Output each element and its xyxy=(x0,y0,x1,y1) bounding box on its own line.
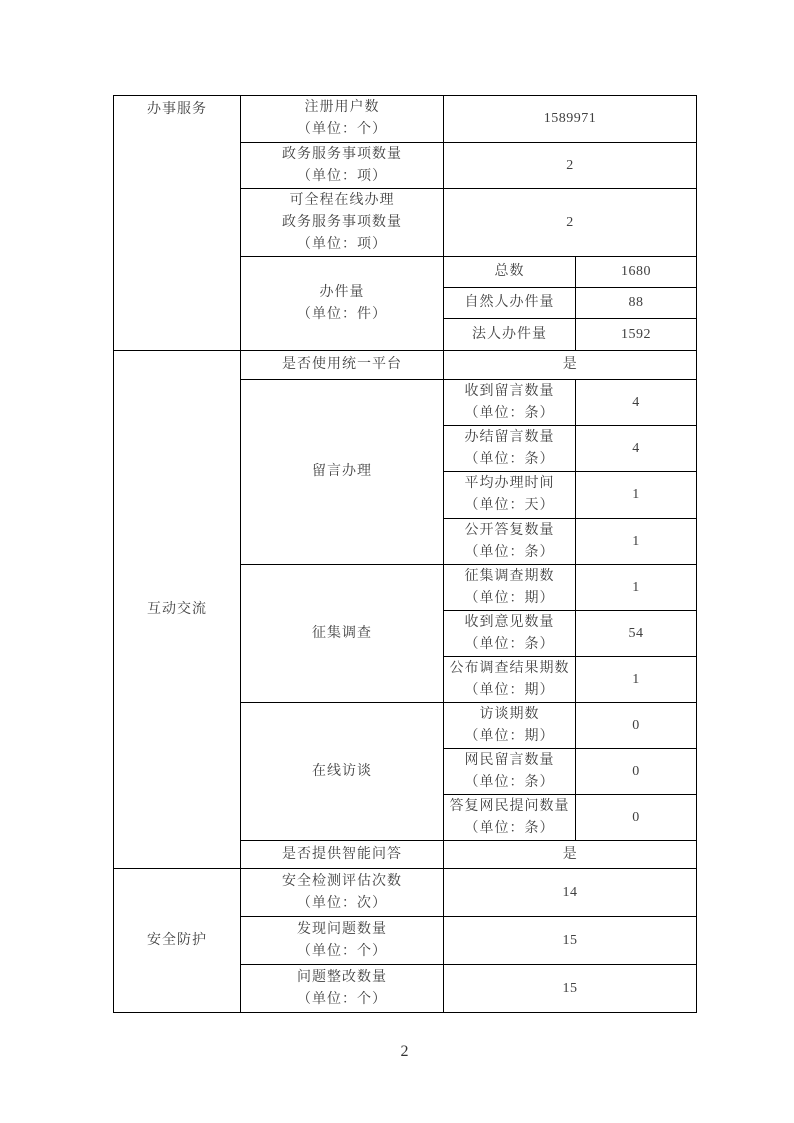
sub-item-unit: （单位：条） xyxy=(464,544,555,560)
sub-item-label: 自然人办件量 xyxy=(464,295,555,310)
sub-item-unit: （单位：天） xyxy=(464,498,555,513)
item-unit: （单位：个） xyxy=(297,943,387,959)
sub-item-cell xyxy=(444,319,576,351)
table-row xyxy=(114,869,697,917)
sub-item-label: 平均办理时间 xyxy=(464,476,555,491)
item-unit: （单位：个） xyxy=(297,991,387,1007)
sub-item-cell xyxy=(444,380,576,426)
item-label: 发现问题数量 xyxy=(297,921,387,937)
value-text: 4 xyxy=(632,440,640,456)
item-label-cell xyxy=(241,565,444,703)
sub-item-label: 公布调查结果期数 xyxy=(449,660,570,676)
category-label: 互动交流 xyxy=(147,601,207,617)
value-text: 是 xyxy=(562,357,578,372)
item-label-cell xyxy=(241,917,444,965)
sub-item-label: 答复网民提问数量 xyxy=(449,798,570,814)
value-cell xyxy=(576,749,697,795)
sub-item-cell xyxy=(444,795,576,841)
item-label-cell xyxy=(241,257,444,351)
category-label: 办事服务 xyxy=(147,102,207,117)
value-cell xyxy=(576,319,697,351)
item-label: 问题整改数量 xyxy=(297,969,387,985)
value-cell xyxy=(576,565,697,611)
sub-item-cell xyxy=(444,426,576,472)
page-number: 2 xyxy=(400,1043,409,1060)
value-text: 1 xyxy=(632,671,640,687)
item-label-cell xyxy=(241,841,444,869)
item-label-cell xyxy=(241,703,444,841)
category-cell-interaction xyxy=(114,351,241,869)
value-text: 2 xyxy=(566,214,574,230)
item-unit: （单位：个） xyxy=(297,122,387,137)
sub-item-cell xyxy=(444,288,576,319)
item-unit: （单位：项） xyxy=(297,168,387,184)
item-label: 注册用户数 xyxy=(304,100,380,115)
item-label: 在线访谈 xyxy=(312,763,372,779)
value-cell xyxy=(576,472,697,519)
sub-item-cell xyxy=(444,472,576,519)
value-cell xyxy=(444,965,697,1013)
item-label: 征集调查 xyxy=(312,625,372,641)
value-text: 2 xyxy=(566,157,574,173)
value-text: 4 xyxy=(632,394,640,410)
report-table xyxy=(113,95,697,1013)
sub-item-unit: （单位：条） xyxy=(464,405,555,421)
value-cell xyxy=(576,519,697,565)
value-cell xyxy=(576,380,697,426)
category-label: 安全防护 xyxy=(147,932,207,948)
sub-item-label: 法人办件量 xyxy=(472,326,547,342)
value-text: 0 xyxy=(632,809,640,825)
value-cell xyxy=(576,257,697,288)
value-text: 1589971 xyxy=(543,111,597,126)
sub-item-cell xyxy=(444,611,576,657)
sub-item-label: 收到留言数量 xyxy=(464,383,555,399)
item-label: 是否使用统一平台 xyxy=(282,357,402,372)
item-label-cell xyxy=(241,380,444,565)
value-cell xyxy=(576,288,697,319)
item-label: 是否提供智能问答 xyxy=(282,846,402,862)
item-unit: （单位：次） xyxy=(297,895,387,911)
value-cell xyxy=(444,189,697,257)
sub-item-cell xyxy=(444,749,576,795)
table-row xyxy=(114,96,697,143)
value-text: 15 xyxy=(562,980,578,996)
item-label-cell xyxy=(241,96,444,143)
value-text: 14 xyxy=(562,884,578,900)
value-text: 是 xyxy=(562,846,578,862)
sub-item-cell xyxy=(444,657,576,703)
sub-item-cell xyxy=(444,565,576,611)
value-cell xyxy=(444,841,697,869)
category-cell-security xyxy=(114,869,241,1013)
sub-item-unit: （单位：条） xyxy=(464,636,555,652)
value-text: 0 xyxy=(632,763,640,779)
item-label-cell xyxy=(241,965,444,1013)
value-cell xyxy=(444,917,697,965)
sub-item-cell xyxy=(444,519,576,565)
item-label-cell xyxy=(241,189,444,257)
value-cell xyxy=(444,351,697,380)
value-text: 15 xyxy=(562,932,578,948)
value-cell xyxy=(576,657,697,703)
sub-item-unit: （单位：期） xyxy=(464,682,555,698)
sub-item-unit: （单位：条） xyxy=(464,451,555,467)
item-label: 安全检测评估次数 xyxy=(282,873,402,889)
item-label: 可全程在线办理 xyxy=(289,192,395,208)
sub-item-label: 公开答复数量 xyxy=(464,522,555,538)
category-cell-service xyxy=(114,96,241,351)
value-text: 88 xyxy=(628,295,644,310)
sub-item-label: 征集调查期数 xyxy=(464,568,555,584)
sub-item-unit: （单位：期） xyxy=(464,590,555,606)
value-cell xyxy=(576,426,697,472)
item-label-cell xyxy=(241,869,444,917)
value-cell xyxy=(444,869,697,917)
item-label: 留言办理 xyxy=(312,464,372,479)
value-text: 1 xyxy=(632,487,640,502)
sub-item-unit: （单位：条） xyxy=(464,774,555,790)
table-row xyxy=(114,351,697,380)
sub-item-label: 访谈期数 xyxy=(479,706,540,722)
sub-item-cell xyxy=(444,257,576,288)
value-text: 1 xyxy=(632,579,640,595)
item-label-cell xyxy=(241,351,444,380)
value-cell xyxy=(576,795,697,841)
item-unit: （单位：件） xyxy=(297,306,387,322)
value-cell xyxy=(576,703,697,749)
value-cell xyxy=(576,611,697,657)
value-text: 1680 xyxy=(621,264,651,279)
sub-item-cell xyxy=(444,703,576,749)
sub-item-label: 收到意见数量 xyxy=(464,614,555,630)
value-text: 54 xyxy=(628,625,644,641)
item-label-cell xyxy=(241,143,444,189)
value-text: 1592 xyxy=(621,326,651,342)
item-label-line2: 政务服务事项数量 xyxy=(282,214,402,230)
value-text: 0 xyxy=(632,717,640,733)
value-cell xyxy=(444,143,697,189)
value-text: 1 xyxy=(632,533,640,549)
sub-item-label: 网民留言数量 xyxy=(464,752,555,768)
sub-item-unit: （单位：期） xyxy=(464,728,555,744)
item-label: 政务服务事项数量 xyxy=(282,146,402,162)
sub-item-label: 总数 xyxy=(494,264,525,279)
value-cell xyxy=(444,96,697,143)
sub-item-unit: （单位：条） xyxy=(464,820,555,836)
sub-item-label: 办结留言数量 xyxy=(464,429,555,445)
item-unit: （单位：项） xyxy=(297,236,387,252)
item-label: 办件量 xyxy=(319,284,365,300)
